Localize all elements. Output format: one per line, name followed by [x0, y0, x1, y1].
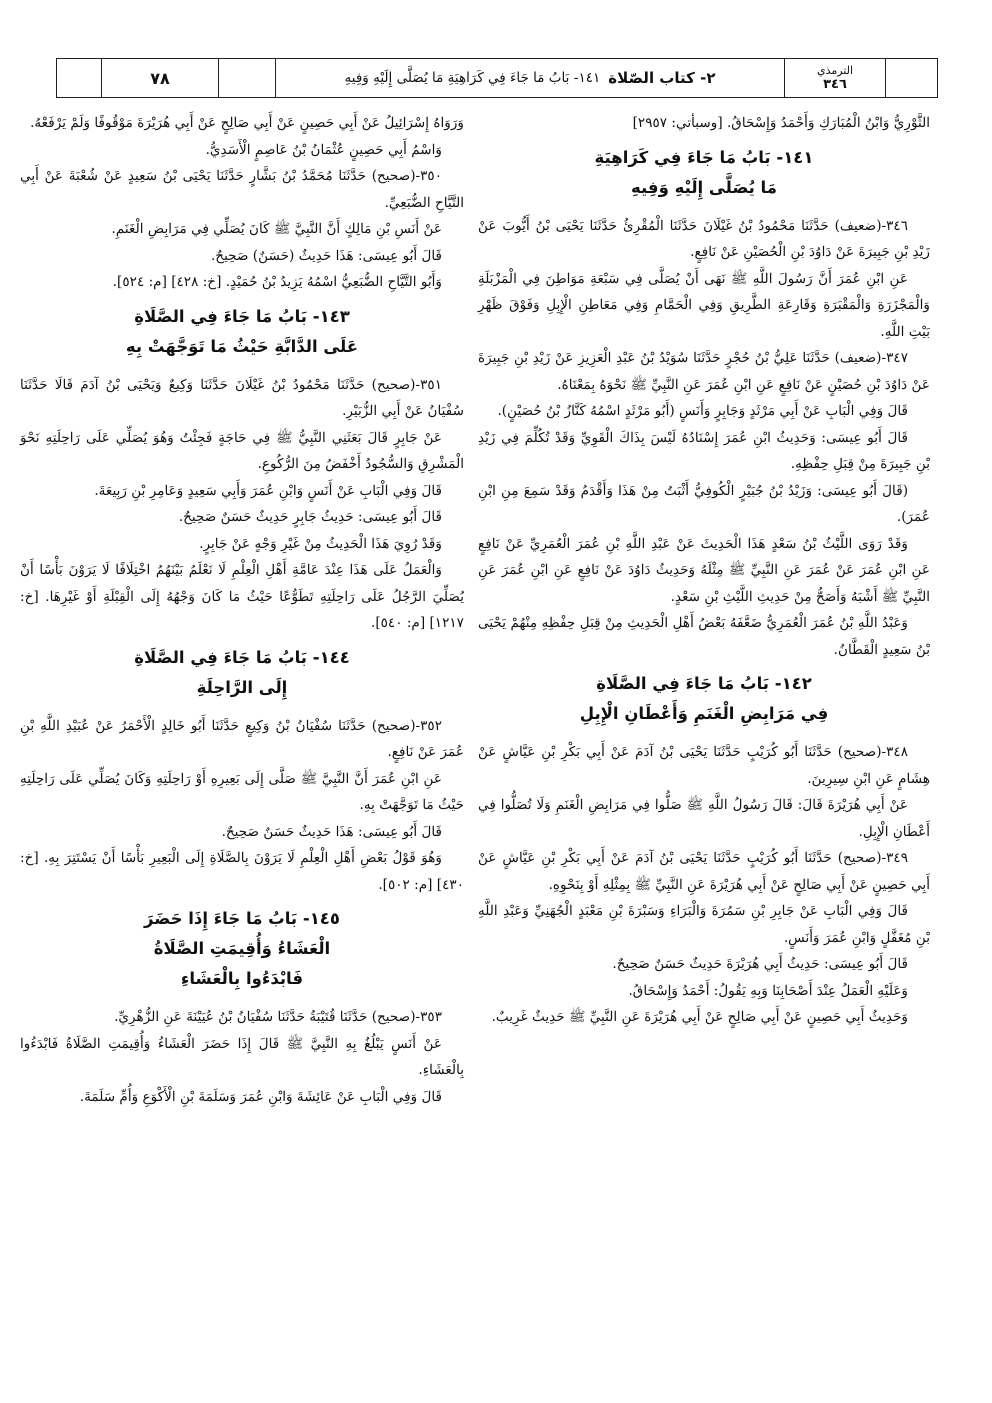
- paragraph: وَهُوَ قَوْلُ بَعْضِ أَهْلِ الْعِلْمِ لَا يَرَوْنَ بِالصَّلَاةِ إِلَى الْبَعِيرِ بَأْسًا أَنْ يَسْتَتِرَ بِهِ. [خ: ٤٣٠] [م: ٥٠٢].: [20, 850, 464, 893]
- paragraph: (قَالَ أَبُو عِيسَى: وَزَيْدُ بْنُ جُبَيْرٍ الْكُوفِيُّ أَثْبَتُ مِنْ هَذَا وَأَقْدَمُ وَقَدْ سَمِعَ مِنِ ابْنِ عُمَرَ).: [478, 482, 930, 525]
- running-header: [56, 58, 938, 98]
- paragraph: ٣٤٦-(ضعيف) حَدَّثَنَا مَحْمُودُ بْنُ غَيْلَانَ حَدَّثَنَا الْمُقْرِئُ حَدَّثَنَا يَحْيَى بْنُ أَيُّوبَ عَنْ زَيْدِ بْنِ جَبِيرَةَ عَنْ دَاوُدَ بْنِ الْحُصَيْنِ عَنْ نَافِعٍ.: [478, 217, 930, 260]
- hadith-reference: [785, 59, 886, 97]
- reference-label: الترمذي: [816, 64, 854, 77]
- chapter-title: ١٤١- بَابُ مَا جَاءَ فِي كَرَاهِيَةِ مَا يُصَلَّى إِلَيْهِ وَفِيهِ: [344, 70, 601, 86]
- paragraph: قَالَ أَبُو عِيسَى: وَحَدِيثُ ابْنِ عُمَرَ إِسْنَادُهُ لَيْسَ بِذَاكَ الْقَوِيِّ وَقَدْ تُكُلِّمَ فِي زَيْدِ بْنِ جَبِيرَةَ مِنْ قِبَلِ حِفْظِهِ.: [478, 429, 930, 472]
- paragraph: الثَّوْرِيُّ وَابْنُ الْمُبَارَكِ وَأَحْمَدُ وَإِسْحَاقُ. [وسبأتي: ٢٩٥٧]: [632, 115, 930, 131]
- paragraph: ٣٥٠-(صحيح) حَدَّثَنَا مُحَمَّدُ بْنُ بَشَّارٍ حَدَّثَنَا يَحْيَى بْنُ سَعِيدٍ عَنْ شُعْبَةَ عَنْ أَبِي التَّيَّاحِ الضُّبَعِيِّ.: [20, 168, 464, 211]
- paragraph: عَنْ جَابِرٍ قَالَ بَعَثَنِي النَّبِيُّ ﷺ فِي حَاجَةٍ فَجِئْتُ وَهُوَ يُصَلِّي عَلَى رَاحِلَتِهِ نَحْوَ الْمَشْرِقِ وَالسُّجُودُ أَخْفَضُ مِنَ الرُّكُوعِ.: [20, 429, 464, 472]
- paragraph: قَالَ وَفِي الْبَابِ عَنْ جَابِرِ بْنِ سَمُرَةَ وَالْبَرَاءِ وَسَبْرَةَ بْنِ مَعْبَدٍ الْجُهَنِيِّ وَعَبْدِ اللَّهِ بْنِ مُغَفَّلٍ وَابْنِ عُمَرَ وَأَنَسٍ.: [478, 903, 930, 946]
- paragraph: وَالْعَمَلُ عَلَى هَذَا عِنْدَ عَامَّةِ أَهْلِ الْعِلْمِ لَا نَعْلَمُ بَيْنَهُمُ اخْتِلَافًا لَا يَرَوْنَ بَأْسًا أَنْ يُصَلِّيَ الرَّجُلُ عَلَى رَاحِلَتِهِ تَطَوُّعًا حَيْثُ مَا كَانَ وَجْهُهُ إِلَى الْقِبْلَةِ أَوْ غَيْرِهَا. [خ: ١٢١٧] [م: ٥٤٠].: [20, 562, 464, 631]
- paragraph: وَأَبُو التَّيَّاحِ الضُّبَعِيُّ اسْمُهُ يَزِيدُ بْنُ حُمَيْدٍ. [خ: ٤٢٨] [م: ٥٢٤].: [112, 274, 442, 290]
- paragraph: قَالَ وَفِي الْبَابِ عَنْ أَبِي مَرْثَدٍ وَجَابِرٍ وَأَنَسٍ (أَبُو مَرْثَدٍ اسْمُهُ كَنَّازُ بْنُ حُصَيْنٍ).: [497, 403, 908, 419]
- paragraph: وَحَدِيثُ أَبِي حَصِينٍ عَنْ أَبِي صَالِحٍ عَنْ أَبِي هُرَيْرَةَ عَنِ النَّبِيِّ ﷺ حَدِيثٌ غَرِيبٌ.: [491, 1009, 908, 1025]
- paragraph: وَقَدْ رَوَى اللَّيْثُ بْنُ سَعْدٍ هَذَا الْحَدِيثَ عَنْ عَبْدِ اللَّهِ بْنِ عُمَرَ الْعُمَرِيِّ عَنْ نَافِعٍ عَنِ ابْنِ عُمَرَ عَنْ عُمَرَ عَنِ النَّبِيِّ ﷺ مِثْلَهُ وَحَدِيثُ دَاوُدَ عَنْ نَافِعٍ عَنِ ابْنِ عُمَرَ عَنِ النَّبِيِّ ﷺ أَشْبَهُ وَأَصَحُّ مِنْ حَدِيثِ اللَّيْثِ بْنِ سَعْدٍ.: [478, 535, 930, 605]
- paragraph: ٣٥٢-(صحيح) حَدَّثَنَا سُفْيَانُ بْنُ وَكِيعٍ حَدَّثَنَا أَبُو خَالِدٍ الْأَحْمَرُ عَنْ عُبَيْدِ اللَّهِ بْنِ عُمَرَ عَنْ نَافِعٍ.: [20, 717, 464, 760]
- paragraph: قَالَ أَبُو عِيسَى: حَدِيثُ أَبِي هُرَيْرَةَ حَدِيثٌ حَسَنٌ صَحِيحٌ.: [612, 956, 908, 972]
- reference-number: ٣٤٦: [823, 77, 847, 92]
- header-blank-cell: [886, 59, 937, 97]
- paragraph: ٣٤٧-(ضعيف) حَدَّثَنَا عَلِيُّ بْنُ حُجْرٍ حَدَّثَنَا سُوَيْدُ بْنُ عَبْدِ الْعَزِيزِ عَنْ زَيْدِ بْنِ جَبِيرَةَ عَنْ دَاوُدَ بْنِ حُصَيْنٍ عَنْ نَافِعٍ عَنِ ابْنِ عُمَرَ عَنِ النَّبِيِّ ﷺ نَحْوَهُ بِمَعْنَاهُ.: [478, 350, 930, 393]
- paragraph: قَالَ وَفِي الْبَابِ عَنْ عَائِشَةَ وَابْنِ عُمَرَ وَسَلَمَةَ بْنِ الْأَكْوَعِ وَأُمِّ سَلَمَةَ.: [79, 1088, 442, 1105]
- paragraph: قَالَ وَفِي الْبَابِ عَنْ أَنَسٍ وَابْنِ عُمَرَ وَأَبِي سَعِيدٍ وَعَامِرِ بْنِ رَبِيعَةَ.: [94, 482, 442, 499]
- chapter-heading: ١٤٢- بَابُ مَا جَاءَ فِي الصَّلَاةِ فِي مَرَابِضِ الْغَنَمِ وَأَعْطَانِ الْإِبِلِ: [579, 674, 829, 723]
- page-number: ٧٨: [102, 59, 219, 97]
- header-blank-cell: [219, 59, 276, 97]
- right-column: [478, 110, 930, 1031]
- paragraph: وَاسْمُ أَبِي حَصِينٍ عُثْمَانُ بْنُ عَاصِمٍ الْأَسَدِيُّ.: [205, 141, 442, 158]
- paragraph: وَرَوَاهُ إِسْرَائِيلُ عَنْ أَبِي حَصِينٍ عَنْ أَبِي صَالِحٍ عَنْ أَبِي هُرَيْرَةَ مَوْقُوفًا وَلَمْ يَرْفَعْهُ.: [30, 115, 464, 131]
- paragraph: ٣٤٨-(صحيح) حَدَّثَنَا أَبُو كُرَيْبٍ حَدَّثَنَا يَحْيَى بْنُ آدَمَ عَنْ أَبِي بَكْرِ بْنِ عَيَّاشٍ عَنْ هِشَامٍ عَنِ ابْنِ سِيرِينَ.: [478, 744, 930, 787]
- header-title: [276, 59, 785, 97]
- left-column: [20, 110, 464, 1110]
- chapter-heading: ١٤٥- بَابُ مَا جَاءَ إِذَا حَضَرَ الْعَشَاءُ وَأُقِيمَتِ الصَّلَاةُ فَابْدَءُوا بِالْعَشَاءِ: [144, 909, 340, 988]
- paragraph: ٣٥١-(صحيح) حَدَّثَنَا مَحْمُودُ بْنُ غَيْلَانَ حَدَّثَنَا وَكِيعٌ وَيَحْيَى بْنُ آدَمَ قَالَا حَدَّثَنَا سُفْيَانُ عَنْ أَبِي الزُّبَيْرِ.: [20, 376, 464, 419]
- paragraph: ٣٥٣-(صحيح) حَدَّثَنَا قُتَيْبَةُ حَدَّثَنَا سُفْيَانُ بْنُ عُيَيْنَةَ عَنِ الزُّهْرِيِّ.: [114, 1009, 442, 1025]
- book-title: ٢- كتاب الصّلاة: [608, 69, 716, 87]
- paragraph: ٣٤٩-(صحيح) حَدَّثَنَا أَبُو كُرَيْبٍ حَدَّثَنَا يَحْيَى بْنُ آدَمَ عَنْ أَبِي بَكْرِ بْنِ عَيَّاشٍ عَنْ أَبِي حَصِينٍ عَنْ أَبِي صَالِحٍ عَنْ أَبِي هُرَيْرَةَ عَنِ النَّبِيِّ ﷺ بِمِثْلِهِ أَوْ بِنَحْوِهِ.: [478, 850, 930, 893]
- paragraph: وَقَدْ رُوِيَ هَذَا الْحَدِيثُ مِنْ غَيْرِ وَجْهٍ عَنْ جَابِرٍ.: [199, 535, 442, 552]
- paragraph: قَالَ أَبُو عِيسَى: حَدِيثُ جَابِرٍ حَدِيثٌ حَسَنٌ صَحِيحٌ.: [178, 509, 442, 525]
- chapter-heading: ١٤٣- بَابُ مَا جَاءَ فِي الصَّلَاةِ عَلَى الدَّابَّةِ حَيْثُ مَا تَوَجَّهَتْ بِهِ: [125, 306, 359, 356]
- paragraph: عَنْ أَبِي هُرَيْرَةَ قَالَ: قَالَ رَسُولُ اللَّهِ ﷺ صَلُّوا فِي مَرَابِضِ الْغَنَمِ وَلَا تُصَلُّوا فِي أَعْطَانِ الْإِبِلِ.: [478, 797, 930, 840]
- header-blank-cell: [57, 59, 102, 97]
- paragraph: قَالَ أَبُو عِيسَى: هَذَا حَدِيثٌ حَسَنٌ صَحِيحٌ.: [221, 823, 442, 840]
- paragraph: عَنْ أَنَسِ بْنِ مَالِكٍ أَنَّ النَّبِيَّ ﷺ كَانَ يُصَلِّي فِي مَرَابِضِ الْغَنَمِ.: [111, 221, 442, 237]
- paragraph: وَعَلَيْهِ الْعَمَلُ عِنْدَ أَصْحَابِنَا وَبِهِ يَقُولُ: أَحْمَدُ وَإِسْحَاقُ.: [628, 982, 908, 999]
- paragraph: عَنْ أَنَسٍ يَبْلُغُ بِهِ النَّبِيَّ ﷺ قَالَ إِذَا حَضَرَ الْعَشَاءُ وَأُقِيمَتِ الصَّلَاةُ فَابْدَءُوا بِالْعَشَاءِ.: [20, 1035, 464, 1078]
- paragraph: عَنِ ابْنِ عُمَرَ أَنَّ النَّبِيَّ ﷺ صَلَّى إِلَى بَعِيرِهِ أَوْ رَاحِلَتِهِ وَكَانَ يُصَلِّي عَلَى رَاحِلَتِهِ حَيْثُ مَا تَوَجَّهَتْ بِهِ.: [20, 770, 464, 813]
- paragraph: عَنِ ابْنِ عُمَرَ أَنَّ رَسُولَ اللَّهِ ﷺ نَهَى أَنْ يُصَلَّى فِي سَبْعَةِ مَوَاطِنَ فِي الْمَزْبَلَةِ وَالْمَجْزَرَةِ وَالْمَقْبَرَةِ وَقَارِعَةِ الطَّرِيقِ وَفِي الْحَمَّامِ وَفِي مَعَاطِنِ الْإِبِلِ وَفَوْقَ ظَهْرِ بَيْتِ اللَّهِ.: [478, 270, 930, 340]
- paragraph: قَالَ أَبُو عِيسَى: هَذَا حَدِيثٌ (حَسَنٌ) صَحِيحٌ.: [210, 247, 442, 264]
- chapter-heading: ١٤٤- بَابُ مَا جَاءَ فِي الصَّلَاةِ إِلَى الرَّاحِلَةِ: [134, 647, 350, 697]
- paragraph: وَعَبْدُ اللَّهِ بْنُ عُمَرَ الْعُمَرِيُّ ضَعَّفَهُ بَعْضُ أَهْلِ الْحَدِيثِ مِنْ قِبَلِ حِفْظِهِ مِنْهُمْ يَحْيَى بْنُ سَعِيدٍ الْقَطَّانُ.: [478, 615, 930, 658]
- chapter-heading: ١٤١- بَابُ مَا جَاءَ فِي كَرَاهِيَةِ مَا يُصَلَّى إِلَيْهِ وَفِيهِ: [594, 147, 814, 197]
